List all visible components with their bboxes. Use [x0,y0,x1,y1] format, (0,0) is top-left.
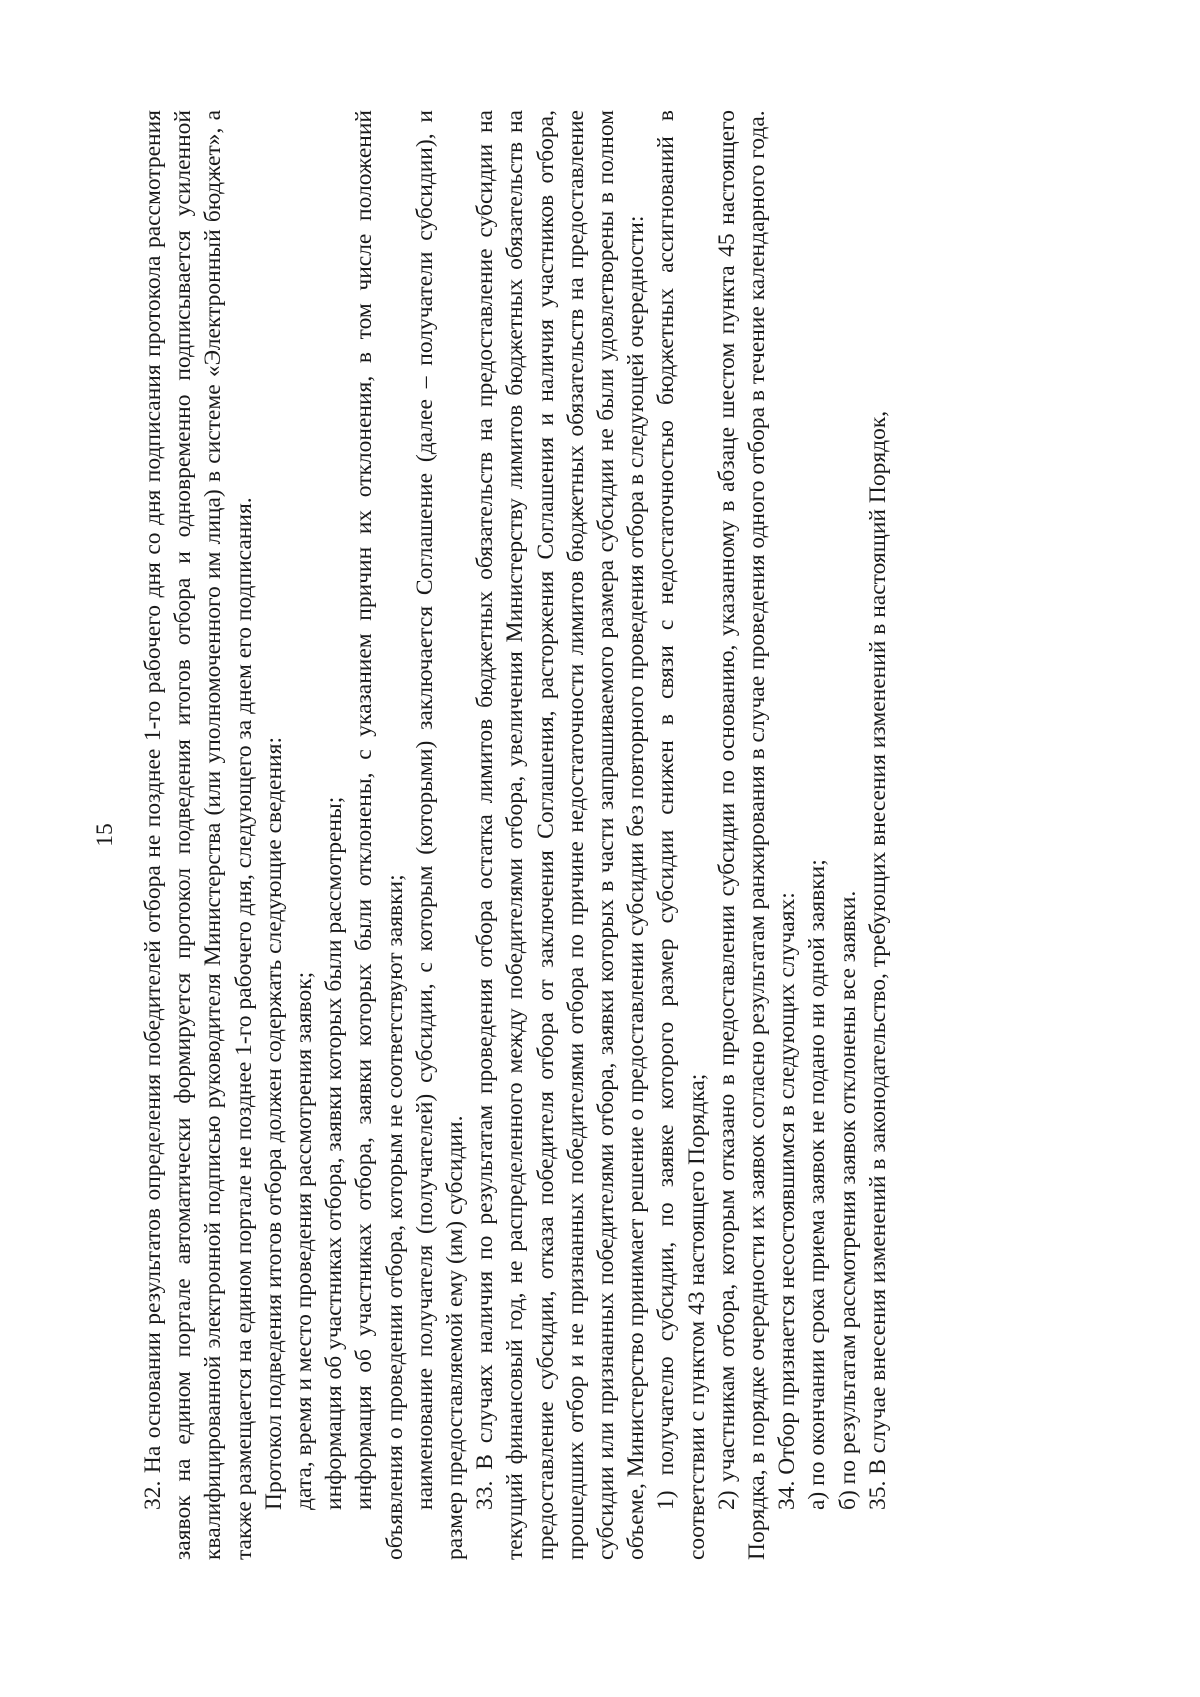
paragraph-35: 35. В случае внесения изменений в законодательство, требующих внесения изменений в настоящий Порядок, [864,410,891,1510]
rotated-text-block [90,110,1110,1560]
page-number: 15 [92,823,118,847]
paragraph-protocol-contents: Протокол подведения итогов отбора должен содержать следующие сведения: [260,737,287,1510]
paragraph-participants-considered: информация об участниках отбора, заявки которых были рассмотрены; [321,796,348,1510]
paragraph-34: 34. Отбор признается несостоявшимся в следующих случаях: [774,892,801,1510]
paragraph-recipient-name: наименование получателя (получателей) субсидии, с которым (которыми) заключается Соглашение (далее – получатели субсидии), и размер предоставляемой ему (им) субсидии. [411,110,469,1560]
paragraph-34-item-b: б) по результатам рассмотрения заявок отклонены все заявки. [834,890,861,1510]
paragraph-33-item-1: 1) получателю субсидии, по заявке которого размер субсидии снижен в связи с недостаточностью бюджетных ассигнований в соответствии с пунктом 43 настоящего Порядка; [653,110,710,1560]
paragraph-date-time-place: дата, время и место проведения рассмотрения заявок; [291,971,318,1510]
paragraph-33-item-2: 2) участникам отбора, которым отказано в предоставлении субсидии по основанию, указанному в абзаце шестом пункта 45 настоящего Порядка, в порядке очередности их заявок согласно результатам ранжирования в случае проведения одного отбора в течение календарного года. [713,110,771,1560]
paragraph-34-item-a: а) по окончании срока приема заявок не подано ни одной заявки; [804,859,831,1510]
paragraph-33: 33. В случаях наличия по результатам проведения отбора остатка лимитов бюджетных обязательств на предоставление субсидии на текущий финансовый год, не распределенного между победителями отбора, увеличения Министерству лимитов бюджетных обязательств на предоставление субсидии, отказа победителя отбора от заключения Соглашения, расторжения Соглашения и наличия участников отбора, прошедших отбор и не признанных победителями отбора по причине недостаточности лимитов бюджетных обязательств на предоставление субсидии или признанных победителями отбора, заявки которых в части запрашиваемого размера субсидии не были удовлетворены в полном объеме, Министерство принимает решение о предоставлении субсидии без повторного проведения отбора в следующей очередности: [472,110,650,1560]
paragraph-32: 32. На основании результатов определения победителей отбора не позднее 1-го рабочего дня со дня подписания протокола рассмотрения заявок на едином портале автоматически формируется протокол подведения итогов отбора и одновременно подписывается усиленной квалифицированной электронной подписью руководителя Министерства (или уполномоченного им лица) в системе «Электронный бюджет», а также размещается на едином портале не позднее 1-го рабочего дня, следующего за днем его подписания. [140,110,257,1560]
paragraph-participants-rejected: информация об участниках отбора, заявки которых были отклонены, с указанием причин их отклонения, в том числе положений объявления о проведении отбора, которым не соответствуют заявки; [351,110,408,1560]
